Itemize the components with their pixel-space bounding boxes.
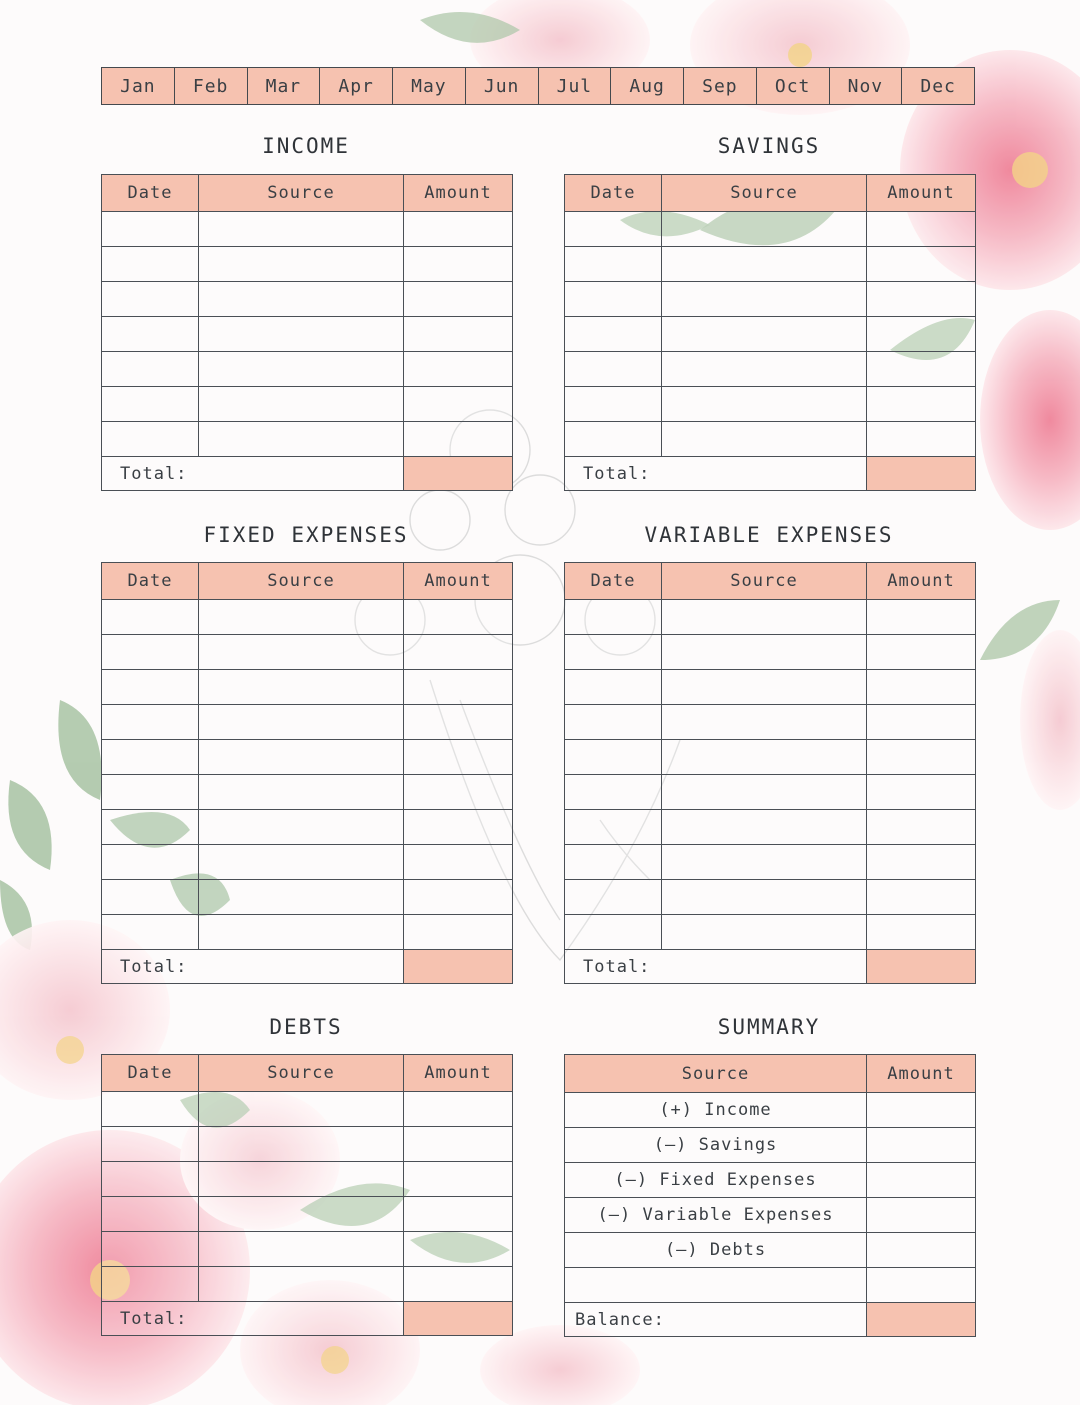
fixed-expenses-date-cell[interactable] [102,810,199,845]
summary-blank-amount[interactable] [867,1268,976,1303]
table-row [565,635,976,670]
variable-expenses-date-cell[interactable] [565,740,662,775]
table-row [565,845,976,880]
table-row [565,422,976,457]
table-row [102,705,513,740]
debts-header-amount: Amount [404,1055,513,1092]
savings-title: SAVINGS [717,134,821,158]
table-row [102,810,513,845]
table-row [565,600,976,635]
debts-date-cell[interactable] [102,1092,199,1127]
fixed-expenses-amount-cell[interactable] [404,915,513,950]
debts-source-cell[interactable] [199,1197,404,1232]
table-row [102,600,513,635]
fixed-expenses-date-cell[interactable] [102,775,199,810]
table-row [565,880,976,915]
fixed-expenses-source-cell[interactable] [199,670,404,705]
table-row [102,282,513,317]
savings-date-cell[interactable] [565,317,662,352]
fixed-expenses-source-cell[interactable] [199,635,404,670]
table-row [565,670,976,705]
table-row [102,740,513,775]
debts-header-date: Date [102,1055,199,1092]
income-source-cell[interactable] [199,212,404,247]
table-row [102,247,513,282]
fixed-expenses-total-label: Total: [102,950,199,984]
variable-expenses-source-cell[interactable] [662,775,867,810]
debts-header-source: Source [199,1055,404,1092]
savings-source-cell[interactable] [662,422,867,457]
income-total-amount[interactable] [404,457,513,491]
variable-expenses-amount-cell[interactable] [867,810,976,845]
summary-amount-variable-expenses[interactable] [867,1198,976,1233]
table-row [102,352,513,387]
fixed-expenses-source-cell[interactable] [199,915,404,950]
variable-expenses-amount-cell[interactable] [867,600,976,635]
income-amount-cell[interactable] [404,387,513,422]
variable-expenses-source-cell[interactable] [662,845,867,880]
debts-total-blank [199,1302,404,1336]
month-jan[interactable]: Jan [102,68,175,104]
fixed-expenses-source-cell[interactable] [199,740,404,775]
fixed-expenses-source-cell[interactable] [199,810,404,845]
savings-amount-cell[interactable] [867,352,976,387]
savings-date-cell[interactable] [565,247,662,282]
month-apr[interactable]: Apr [320,68,393,104]
summary-amount-savings[interactable] [867,1128,976,1163]
income-header-amount: Amount [404,175,513,212]
month-feb[interactable]: Feb [175,68,248,104]
variable-expenses-source-cell[interactable] [662,880,867,915]
debts-date-cell[interactable] [102,1232,199,1267]
income-amount-cell[interactable] [404,247,513,282]
fixed-expenses-amount-cell[interactable] [404,880,513,915]
variable-expenses-date-cell[interactable] [565,810,662,845]
income-source-cell[interactable] [199,387,404,422]
table-row [102,915,513,950]
table-row [565,810,976,845]
debts-table [101,1054,513,1336]
table-row [102,1127,513,1162]
table-row [565,212,976,247]
table-row [102,1267,513,1302]
variable-expenses-source-cell[interactable] [662,670,867,705]
variable-expenses-total-label: Total: [565,950,662,984]
income-amount-cell[interactable] [404,212,513,247]
debts-source-cell[interactable] [199,1267,404,1302]
balance-label: Balance: [565,1303,867,1337]
variable-expenses-amount-cell[interactable] [867,915,976,950]
variable-expenses-header-date: Date [565,563,662,600]
variable-expenses-amount-cell[interactable] [867,635,976,670]
savings-amount-cell[interactable] [867,212,976,247]
savings-total-label: Total: [565,457,662,491]
debts-source-cell[interactable] [199,1127,404,1162]
debts-amount-cell[interactable] [404,1092,513,1127]
table-row [565,352,976,387]
variable-expenses-source-cell[interactable] [662,740,867,775]
month-mar[interactable]: Mar [248,68,321,104]
fixed-expenses-total-amount[interactable] [404,950,513,984]
income-date-cell[interactable] [102,282,199,317]
debts-source-cell[interactable] [199,1092,404,1127]
summary-item-savings: (–) Savings [565,1128,867,1163]
summary-blank-source[interactable] [565,1268,867,1303]
variable-expenses-total-blank [662,950,867,984]
fixed-expenses-amount-cell[interactable] [404,670,513,705]
income-amount-cell[interactable] [404,317,513,352]
variable-expenses-date-cell[interactable] [565,670,662,705]
debts-date-cell[interactable] [102,1127,199,1162]
summary-item-income: (+) Income [565,1093,867,1128]
savings-total-amount[interactable] [867,457,976,491]
fixed-expenses-source-cell[interactable] [199,775,404,810]
month-jun[interactable]: Jun [466,68,539,104]
debts-total-amount[interactable] [404,1302,513,1336]
fixed-expenses-amount-cell[interactable] [404,845,513,880]
savings-source-cell[interactable] [662,282,867,317]
variable-expenses-source-cell[interactable] [662,810,867,845]
summary-amount-income[interactable] [867,1093,976,1128]
fixed-expenses-date-cell[interactable] [102,915,199,950]
fixed-expenses-source-cell[interactable] [199,845,404,880]
income-date-cell[interactable] [102,352,199,387]
income-source-cell[interactable] [199,352,404,387]
income-total-label: Total: [102,457,199,491]
variable-expenses-source-cell[interactable] [662,635,867,670]
fixed-expenses-header-date: Date [102,563,199,600]
fixed-expenses-total-blank [199,950,404,984]
table-row [102,845,513,880]
table-row [565,317,976,352]
month-aug[interactable]: Aug [611,68,684,104]
month-oct[interactable]: Oct [757,68,830,104]
month-selector [101,67,975,105]
fixed-expenses-amount-cell[interactable] [404,705,513,740]
month-nov[interactable]: Nov [830,68,903,104]
savings-date-cell[interactable] [565,387,662,422]
month-sep[interactable]: Sep [684,68,757,104]
fixed-expenses-header-source: Source [199,563,404,600]
variable-expenses-amount-cell[interactable] [867,880,976,915]
income-table [101,174,513,491]
debts-date-cell[interactable] [102,1197,199,1232]
variable-expenses-table [564,562,976,984]
table-row [102,635,513,670]
summary-item-debts: (–) Debts [565,1233,867,1268]
fixed-expenses-source-cell[interactable] [199,705,404,740]
summary-amount-debts[interactable] [867,1233,976,1268]
income-date-cell[interactable] [102,212,199,247]
savings-source-cell[interactable] [662,317,867,352]
balance-amount[interactable] [867,1303,976,1337]
fixed-expenses-amount-cell[interactable] [404,740,513,775]
debts-amount-cell[interactable] [404,1197,513,1232]
table-row [565,387,976,422]
variable-expenses-total-amount[interactable] [867,950,976,984]
variable-expenses-amount-cell[interactable] [867,670,976,705]
savings-date-cell[interactable] [565,422,662,457]
savings-date-cell[interactable] [565,282,662,317]
variable-expenses-date-cell[interactable] [565,600,662,635]
table-row [102,670,513,705]
income-amount-cell[interactable] [404,282,513,317]
variable-expenses-amount-cell[interactable] [867,705,976,740]
fixed-expenses-date-cell[interactable] [102,600,199,635]
debts-amount-cell[interactable] [404,1232,513,1267]
fixed-expenses-header-amount: Amount [404,563,513,600]
fixed-expenses-table [101,562,513,984]
debts-source-cell[interactable] [199,1162,404,1197]
variable-expenses-date-cell[interactable] [565,915,662,950]
debts-total-label: Total: [102,1302,199,1336]
table-row [102,1092,513,1127]
fixed-expenses-date-cell[interactable] [102,635,199,670]
fixed-expenses-date-cell[interactable] [102,880,199,915]
summary-amount-fixed-expenses[interactable] [867,1163,976,1198]
variable-expenses-date-cell[interactable] [565,845,662,880]
debts-date-cell[interactable] [102,1267,199,1302]
debts-source-cell[interactable] [199,1232,404,1267]
savings-source-cell[interactable] [662,212,867,247]
savings-header-amount: Amount [867,175,976,212]
savings-amount-cell[interactable] [867,422,976,457]
variable-expenses-header-source: Source [662,563,867,600]
table-row [565,247,976,282]
savings-amount-cell[interactable] [867,387,976,422]
fixed-expenses-amount-cell[interactable] [404,600,513,635]
savings-source-cell[interactable] [662,247,867,282]
savings-date-cell[interactable] [565,212,662,247]
debts-amount-cell[interactable] [404,1162,513,1197]
table-row [102,1197,513,1232]
income-header-date: Date [102,175,199,212]
savings-amount-cell[interactable] [867,282,976,317]
variable-expenses-source-cell[interactable] [662,600,867,635]
variable-expenses-date-cell[interactable] [565,635,662,670]
table-row [102,880,513,915]
debts-title: DEBTS [269,1015,343,1039]
variable-expenses-amount-cell[interactable] [867,775,976,810]
table-row [565,915,976,950]
savings-source-cell[interactable] [662,352,867,387]
fixed-expenses-date-cell[interactable] [102,740,199,775]
income-amount-cell[interactable] [404,352,513,387]
fixed-expenses-source-cell[interactable] [199,600,404,635]
fixed-expenses-amount-cell[interactable] [404,810,513,845]
savings-amount-cell[interactable] [867,247,976,282]
income-title: INCOME [262,134,350,158]
table-row [565,775,976,810]
income-date-cell[interactable] [102,317,199,352]
variable-expenses-source-cell[interactable] [662,915,867,950]
savings-amount-cell[interactable] [867,317,976,352]
income-date-cell[interactable] [102,422,199,457]
debts-date-cell[interactable] [102,1162,199,1197]
fixed-expenses-date-cell[interactable] [102,705,199,740]
variable-expenses-date-cell[interactable] [565,705,662,740]
table-row [102,422,513,457]
income-source-cell[interactable] [199,422,404,457]
summary-title: SUMMARY [717,1015,821,1039]
summary-header-source: Source [565,1055,867,1093]
debts-amount-cell[interactable] [404,1267,513,1302]
fixed-expenses-amount-cell[interactable] [404,635,513,670]
table-row [565,740,976,775]
summary-item-variable-expenses: (–) Variable Expenses [565,1198,867,1233]
income-date-cell[interactable] [102,247,199,282]
income-source-cell[interactable] [199,282,404,317]
income-date-cell[interactable] [102,387,199,422]
month-may[interactable]: May [393,68,466,104]
debts-amount-cell[interactable] [404,1127,513,1162]
fixed-expenses-date-cell[interactable] [102,845,199,880]
table-row [565,282,976,317]
fixed-expenses-date-cell[interactable] [102,670,199,705]
table-row [102,1232,513,1267]
fixed-expenses-amount-cell[interactable] [404,775,513,810]
income-source-cell[interactable] [199,317,404,352]
fixed-expenses-source-cell[interactable] [199,880,404,915]
variable-expenses-title: VARIABLE EXPENSES [644,523,894,547]
summary-item-fixed-expenses: (–) Fixed Expenses [565,1163,867,1198]
variable-expenses-date-cell[interactable] [565,775,662,810]
fixed-expenses-title: FIXED EXPENSES [203,523,409,547]
table-row [565,705,976,740]
savings-source-cell[interactable] [662,387,867,422]
variable-expenses-amount-cell[interactable] [867,845,976,880]
savings-header-source: Source [662,175,867,212]
table-row [102,317,513,352]
table-row [102,212,513,247]
income-total-blank [199,457,404,491]
income-header-source: Source [199,175,404,212]
table-row [102,387,513,422]
income-amount-cell[interactable] [404,422,513,457]
summary-table [564,1054,976,1337]
table-row [102,1162,513,1197]
savings-total-blank [662,457,867,491]
variable-expenses-amount-cell[interactable] [867,740,976,775]
savings-date-cell[interactable] [565,352,662,387]
month-dec[interactable]: Dec [920,75,956,97]
variable-expenses-source-cell[interactable] [662,705,867,740]
month-jul[interactable]: Jul [539,68,612,104]
summary-header-amount: Amount [867,1055,976,1093]
variable-expenses-header-amount: Amount [867,563,976,600]
income-source-cell[interactable] [199,247,404,282]
table-row [102,775,513,810]
variable-expenses-date-cell[interactable] [565,880,662,915]
savings-table [564,174,976,491]
savings-header-date: Date [565,175,662,212]
